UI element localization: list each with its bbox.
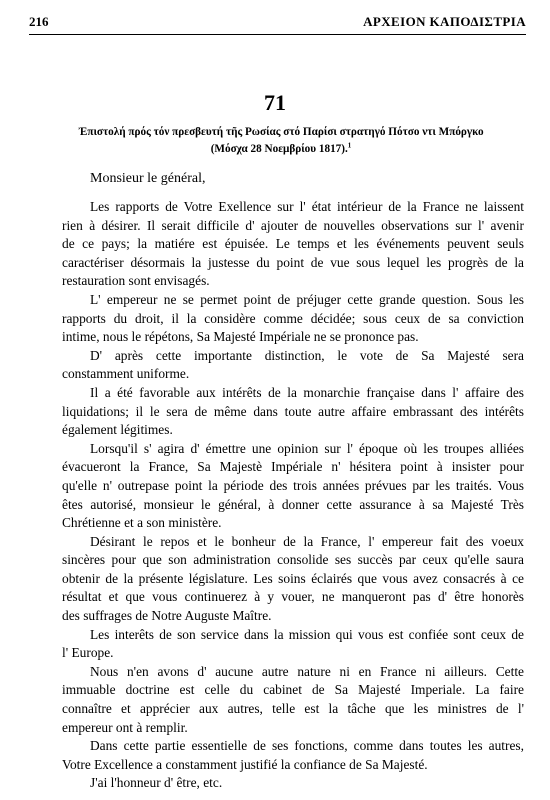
paragraph — [62, 533, 524, 626]
text-line: Nous n'en avons d' aucune autre nature ni en France ni ailleurs. Cette — [90, 663, 524, 679]
text-line: constamment uniforme. — [62, 366, 190, 382]
paragraph — [62, 291, 524, 347]
letter-body — [62, 198, 524, 793]
heading-date: (Μόσχα 28 Νοεμβρίου 1817). — [210, 143, 348, 155]
paragraph — [62, 384, 524, 440]
text-line: qu'elle n' outrepase point la période des trois années prévues par les traités. Vous — [62, 477, 524, 493]
paragraph — [62, 737, 524, 774]
text-line: obtenir de la présente législature. Les soins éclairés que vous avez consacrés à ce — [62, 570, 524, 586]
text-line: résultat et que vous continuerez à y vouer, ne manqueront pas d' être honorès — [62, 589, 524, 605]
text-line: caractériser désormais la justesse du point de vue sous lequel les progrès de la — [62, 254, 524, 270]
text-line: intime, nous le répétons, Sa Majesté Impériale ne se prononce pas. — [62, 329, 419, 345]
text-line: de ce pays; la matiére est épuisée. Le temps et les événements peuvent seuls — [62, 236, 524, 252]
heading-line-1: Ἐπιστολή πρός τόν πρεσβευτή τῆς Ρωσίας στό Παρίσι στρατηγό Πότσο ντι Μπόργκο — [78, 126, 484, 138]
text-line: également légitimes. — [62, 422, 173, 438]
text-line: Les interêts de son service dans la mission qui vous est confiée sont ceux de — [90, 626, 524, 642]
text-line: l' Europe. — [62, 645, 114, 661]
text-line: Les rapports de Votre Exellence sur l' état intérieur de la France ne laissent — [90, 199, 524, 214]
text-line: êtes autorisé, monsieur le général, à donner cette assurance à sa Majesté Très — [62, 496, 524, 512]
text-line: D' après cette importante distinction, le vote de Sa Majesté sera — [90, 347, 524, 363]
text-line: Chrétienne et a son ministère. — [62, 515, 222, 531]
text-line: évacueront la France, Sa Majestè Impériale n' hésitera point à insister pour — [62, 459, 524, 475]
page-number: 216 — [29, 14, 49, 29]
text-line: connaître et apprécier aux autres, telle est la tâche que les ministres de l' — [62, 701, 524, 717]
text-line: liquidations; il le sera de même dans toute autre affaire embrassant des intérêts — [62, 403, 524, 419]
text-line: Désirant le repos et le bonheur de la France, l' empereur fait des voeux — [90, 533, 524, 549]
text-line: Dans cette partie essentielle de ses fonctions, comme dans toutes les autres, — [90, 738, 524, 754]
text-line: immuable doctrine est celle du cabinet de Sa Majesté Imperiale. La faire — [62, 682, 524, 698]
document-heading — [40, 124, 522, 158]
text-line: rapports du droit, il la considère comme décidée; sous ceux de sa conviction — [62, 310, 524, 326]
text-line: restauration sont envisagés. — [62, 273, 210, 289]
text-line: Lorsqu'il s' agira d' émettre une opinion sur l' époque où les troupes alliées — [90, 440, 524, 456]
running-title: ΑΡΧΕΙΟΝ ΚΑΠΟΔΙΣΤΡΙΑ — [363, 14, 526, 29]
paragraph — [62, 626, 524, 663]
paragraph — [62, 440, 524, 533]
document-number: 71 — [264, 90, 286, 115]
header-rule — [29, 34, 526, 35]
heading-line-2 — [40, 141, 522, 158]
text-line: empereur ont à remplir. — [62, 719, 188, 735]
text-line: J'ai l'honneur d' être, etc. — [90, 775, 223, 791]
text-line: sincères pour que son administration consolide ses succès par ceux qu'elle saura — [62, 552, 524, 568]
paragraph — [62, 663, 524, 737]
page-header — [29, 14, 526, 30]
text-line: rien à désirer. Il serait difficile d' ajouter de nouvelles observations sur l' avenir — [62, 217, 524, 233]
paragraph — [62, 347, 524, 384]
text-line: Votre Excellence a constamment justifié la confiance de Sa Majesté. — [62, 756, 428, 772]
text-line: L' empereur ne se permet point de préjuger cette grande question. Sous les — [90, 291, 524, 307]
footnote-marker: 1 — [347, 141, 352, 150]
text-line: Il a été favorable aux intérêts de la monarchie française dans l' affaire des — [90, 384, 524, 400]
paragraph — [62, 774, 524, 793]
text-line: des suffrages de Notre Auguste Maître. — [62, 608, 272, 624]
paragraph — [62, 198, 524, 291]
salutation: Monsieur le général, — [90, 171, 206, 186]
